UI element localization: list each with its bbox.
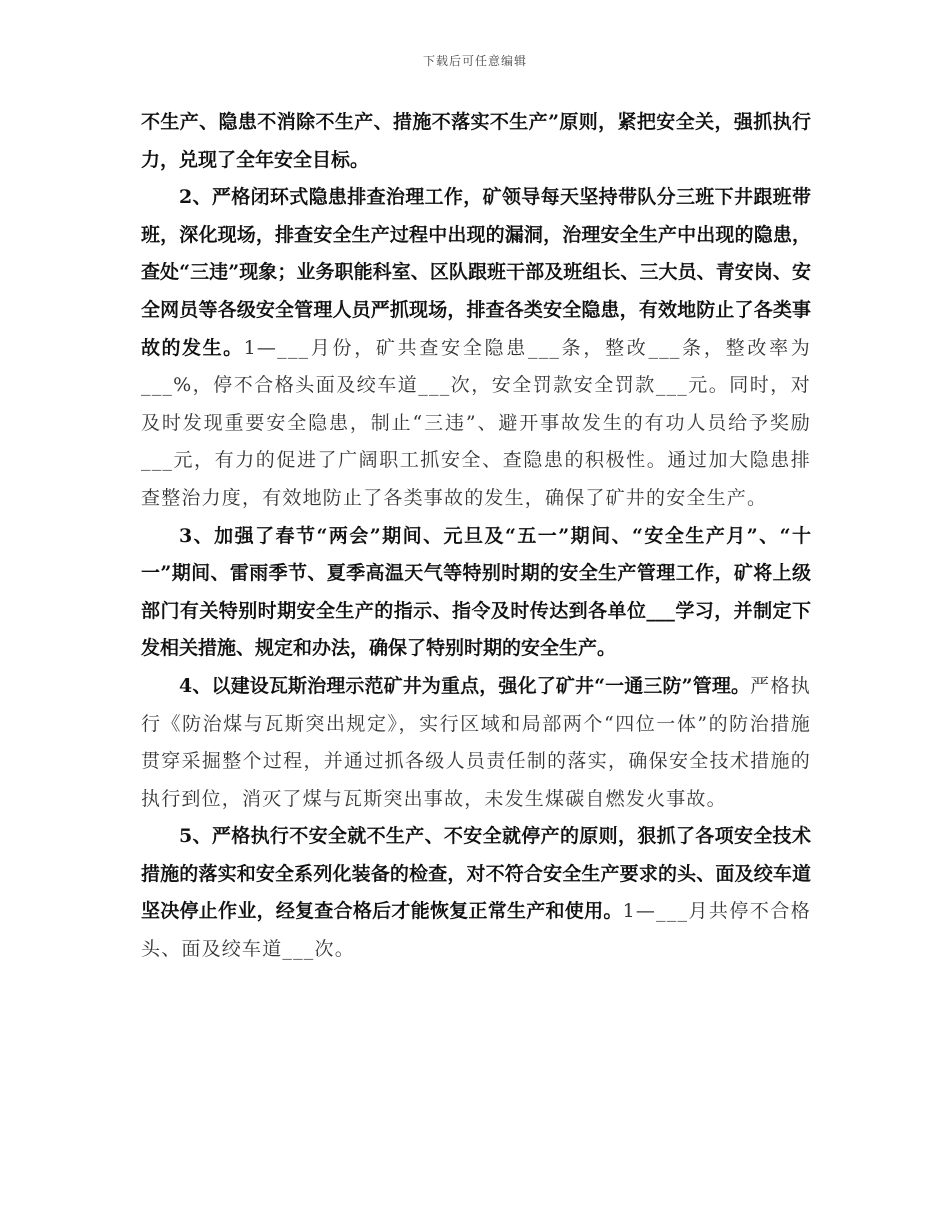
paragraph-normal-text: 1—___月份，矿共查安全隐患___条，整改___条，整改率为___%，停不合格头面及绞车道___次，安全罚款安全罚款___元。同时，对及时发现重要安全隐患，制止“三违”、避开事故发生的有功人员给予奖励___元，有力的促进了广阔职工抓安全、查隐患的积极性。通过加大隐患排查整治力度，有效地防止了各类事故的发生，确保了矿井的安全生产。 bbox=[141, 336, 811, 509]
document-body bbox=[141, 104, 811, 969]
paragraph-bold-text: 4、以建设瓦斯治理示范矿井为重点，强化了矿井“一通三防”管理。 bbox=[179, 674, 751, 697]
paragraph-bold-text: 2、严格闭环式隐患排查治理工作，矿领导每天坚持带队分三班下井跟班带班，深化现场，排查安全生产过程中出现的漏洞，治理安全生产中出现的隐患，查处“三违”现象；业务职能科室、区队跟班干部及班组长、三大员、青安岗、安全网员等各级安全管理人员严抓现场，排查各类安全隐患，有效地防止了各类事故的发生。 bbox=[141, 186, 811, 359]
page-header: 下载后可任意编辑 bbox=[422, 54, 527, 68]
paragraph-continuation bbox=[141, 104, 811, 179]
paragraph-bold-text: 不生产、隐患不消除不生产、措施不落实不生产”原则，紧把安全关，强抓执行力，兑现了全年安全目标。 bbox=[141, 111, 811, 171]
paragraph-bold-text: 5、严格执行不安全就不生产、不安全就停产的原则，狠抓了各项安全技术措施的落实和安全系列化装备的检查，对不符合安全生产要求的头、面及绞车道坚决停止作业，经复查合格后才能恢复正常生产和使用。 bbox=[141, 825, 811, 923]
paragraph-normal-text: 严格执行《防治煤与瓦斯突出规定》，实行区域和局部两个“四位一体”的防治措施贯穿采掘整个过程，并通过抓各级人员责任制的落实，确保安全技术措施的执行到位，消灭了煤与瓦斯突出事故，未发生煤碳自燃发火事故。 bbox=[141, 674, 811, 810]
paragraph-3 bbox=[141, 518, 811, 668]
paragraph-bold-text: 3、加强了春节“两会”期间、元旦及“五一”期间、“安全生产月”、“十一”期间、雷雨季节、夏季高温天气等特别时期的安全生产管理工作，矿将上级部门有关特别时期安全生产的指示、指令及时传达到各单位___学习，并制定下发相关措施、规定和办法，确保了特别时期的安全生产。 bbox=[141, 524, 811, 660]
paragraph-4 bbox=[141, 668, 811, 818]
paragraph-5 bbox=[141, 818, 811, 968]
paragraph-normal-text: 1—___月共停不合格头、面及绞车道___次。 bbox=[141, 900, 811, 961]
paragraph-2 bbox=[141, 179, 811, 517]
